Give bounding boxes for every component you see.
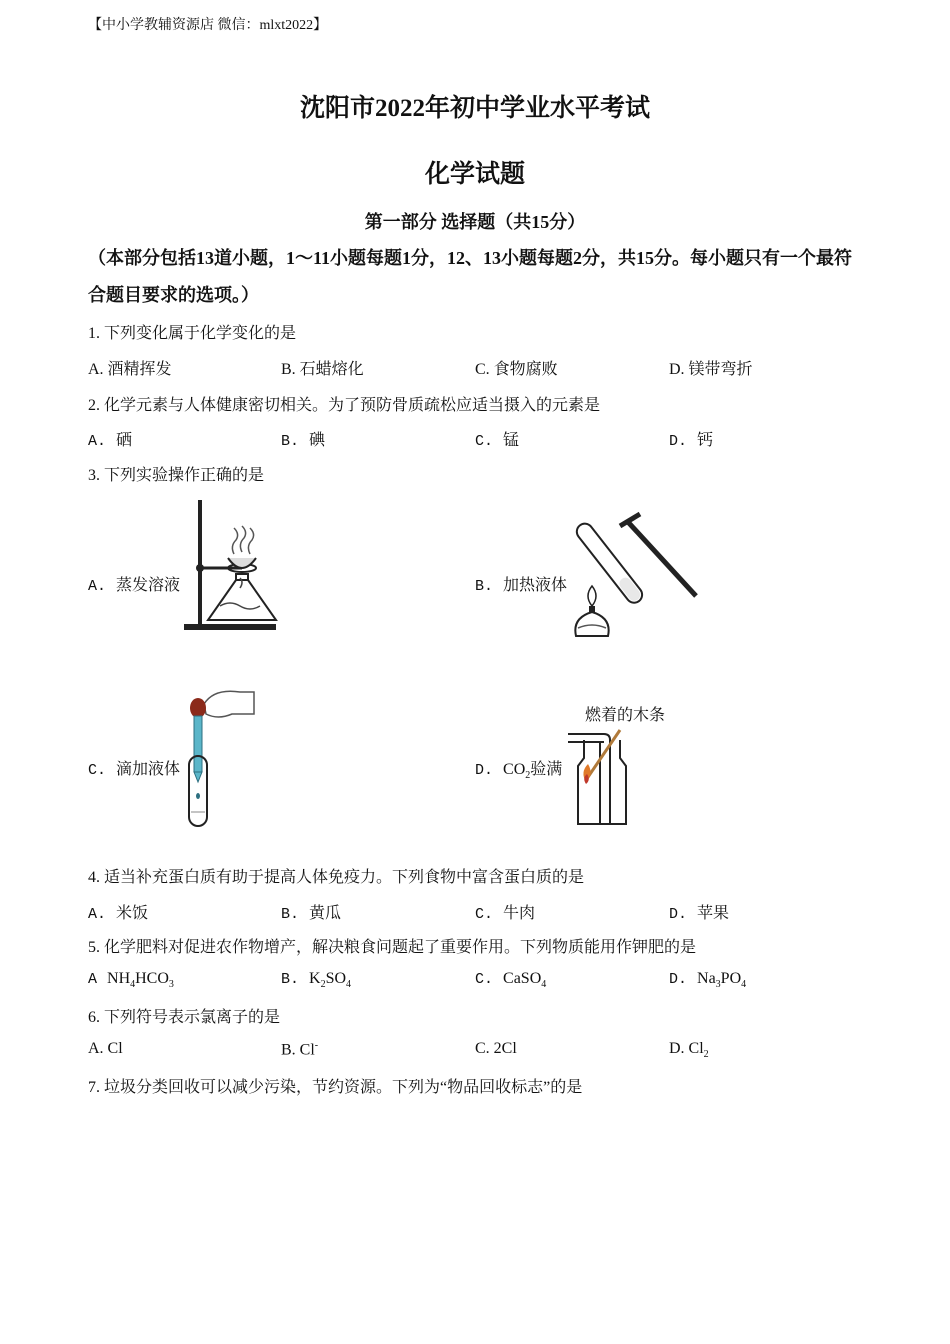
q1-option-d: D. 镁带弯折 xyxy=(669,361,753,378)
q1-option-b: B. 石蜡熔化 xyxy=(281,361,364,378)
q3-option-b: B. 加热液体 xyxy=(475,577,568,595)
q6-option-c: C. 2Cl xyxy=(475,1040,517,1057)
q4-option-b: B. 黄瓜 xyxy=(281,905,342,923)
q3-option-c: C. 滴加液体 xyxy=(88,761,181,779)
q6-option-d: D. $Cl_2$ xyxy=(669,1040,709,1061)
question-4-stem: 4. 适当补充蛋白质有助于提高人体免疫力。下列食物中富含蛋白质的是 xyxy=(88,869,585,886)
q6-option-b: B. Cl- xyxy=(281,1040,319,1059)
section-title: 第一部分 选择题（共15分） xyxy=(364,212,586,232)
question-5-stem: 5. 化学肥料对促进农作物增产，解决粮食问题起了重要作用。下列物质能用作钾肥的是 xyxy=(88,939,697,956)
q2-option-a: A. 硒 xyxy=(88,432,133,450)
co2-bottle-figure xyxy=(566,724,646,830)
burning-stick-caption: 燃着的木条 xyxy=(585,705,666,724)
q1-option-a: A. 酒精挥发 xyxy=(88,361,172,378)
q2-option-d: D. 钙 xyxy=(669,432,714,450)
q1-option-c: C. 食物腐败 xyxy=(475,361,558,378)
question-1-stem: 1. 下列变化属于化学变化的是 xyxy=(88,325,297,342)
q5-option-b: B. $K_2SO_4$ xyxy=(281,970,352,991)
exam-title: 沈阳市2022年初中学业水平考试 xyxy=(299,95,650,122)
question-6-stem: 6. 下列符号表示氯离子的是 xyxy=(88,1009,281,1026)
q3-option-a: A. 蒸发溶液 xyxy=(88,577,181,595)
question-3-stem: 3. 下列实验操作正确的是 xyxy=(88,467,265,484)
question-2-stem: 2. 化学元素与人体健康密切相关。为了预防骨质疏松应适当摄入的元素是 xyxy=(88,397,601,414)
q5-option-c: C. CaSO$_4$ xyxy=(475,970,547,991)
q5-option-a: A $NH_4HCO_3$ xyxy=(88,970,174,991)
exam-subtitle: 化学试题 xyxy=(424,161,525,188)
section-instructions: （本部分包括13道小题，1～11小题每题1分，12、13小题每题2分，共15分。每小题只有一个最符合题目要求的选项。） xyxy=(88,248,853,305)
q5-option-d: D. $Na_3PO_4$ xyxy=(669,970,747,991)
q2-option-c: C. 锰 xyxy=(475,432,520,450)
q4-option-d: D. 苹果 xyxy=(669,905,730,923)
question-7-stem: 7. 垃圾分类回收可以减少污染，节约资源。下列为“物品回收标志”的是 xyxy=(88,1079,583,1096)
q4-option-a: A. 米饭 xyxy=(88,905,149,923)
dropper-figure xyxy=(180,684,260,834)
q2-option-b: B. 碘 xyxy=(281,432,326,450)
q4-option-c: C. 牛肉 xyxy=(475,905,536,923)
q6-option-a: A. Cl xyxy=(88,1040,123,1057)
header-note: 【中小学教辅资源店 微信：mlxt2022】 xyxy=(88,18,328,33)
evaporation-apparatus-figure xyxy=(180,496,280,636)
heating-liquid-figure xyxy=(570,510,700,640)
q3-option-d: D. $CO_2$验满 xyxy=(475,761,563,782)
